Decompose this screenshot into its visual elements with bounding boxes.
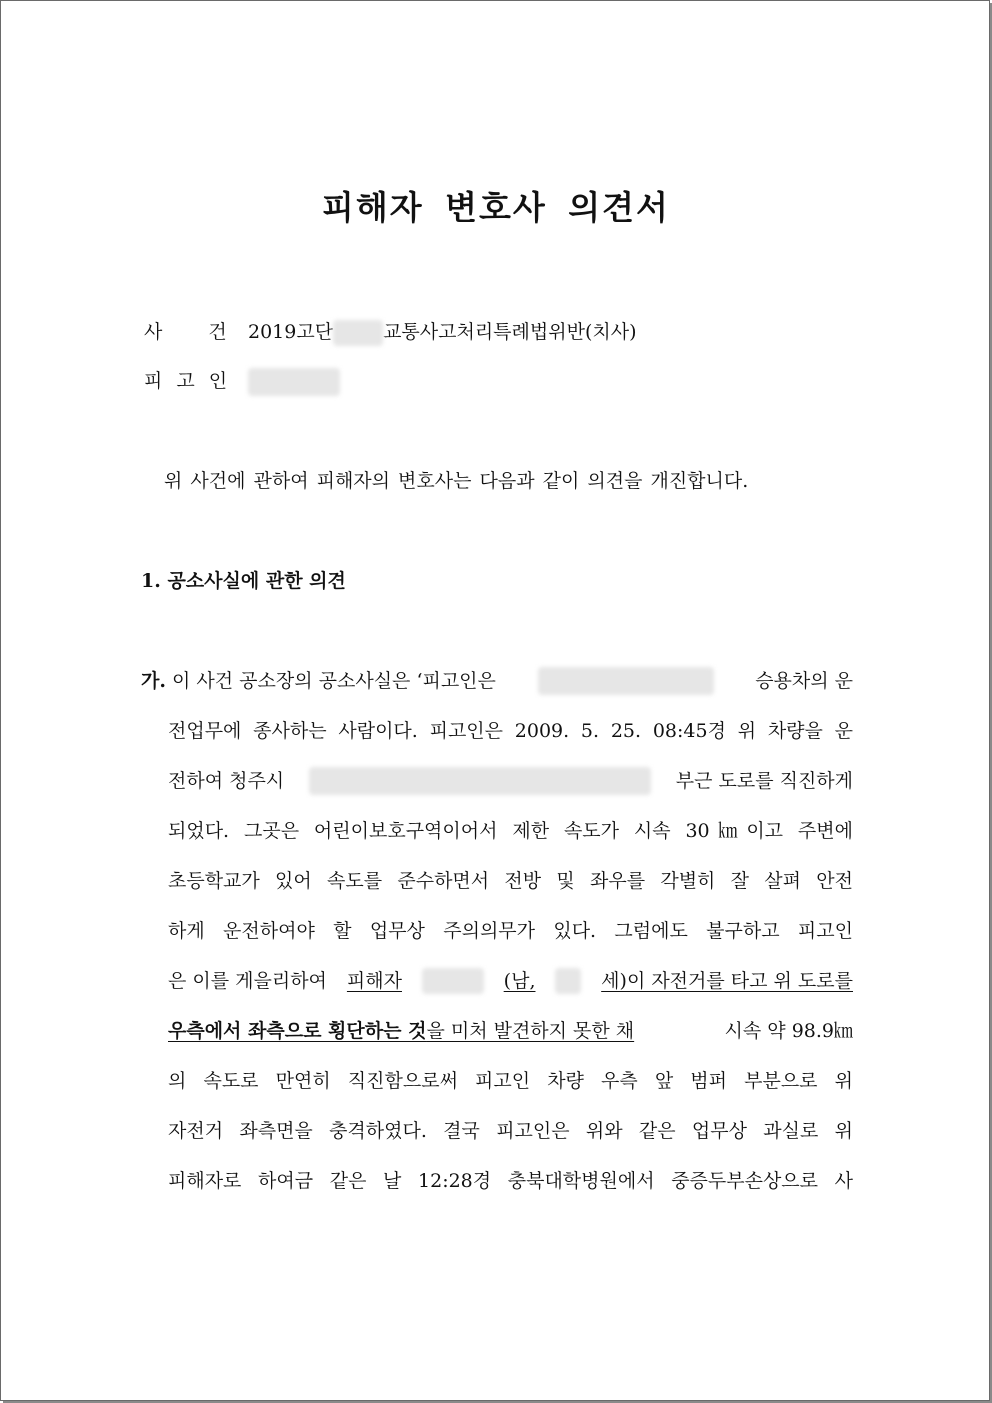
paragraph-text: 피해자: [346, 970, 402, 992]
paragraph-line: [168, 916, 853, 946]
paragraph-text: 전하여 청주시: [168, 770, 285, 792]
case-label-char: 건: [208, 321, 227, 343]
redacted-location: [309, 767, 651, 795]
paragraph-line: [168, 1166, 853, 1196]
redacted-vehicle-info: [538, 667, 714, 695]
defendant-label-char: 고: [176, 370, 195, 392]
paragraph-line: [168, 1066, 853, 1096]
intro-text: 위 사건에 관하여 피해자의 변호사는 다음과 같이 의견을 개진합니다.: [164, 470, 749, 492]
paragraph-text: 시속 약 98.9㎞: [724, 1020, 853, 1042]
case-name: 교통사고처리특례법위반(치사): [383, 321, 637, 343]
paragraph-text: 피해자로 하여금 같은 날 12:28경 충북대학병원에서 중증두부손상으로 사: [168, 1170, 853, 1192]
paragraph-text: 의 속도로 만연히 직진함으로써 피고인 차량 우측 앞 범퍼 부분으로 위: [168, 1070, 853, 1092]
paragraph-line: [168, 1116, 853, 1146]
redacted-defendant-name: [248, 368, 340, 396]
paragraph-line: [168, 1016, 853, 1046]
defendant-label-char: 인: [208, 370, 228, 392]
paragraph-line: [168, 966, 853, 996]
paragraph-line: [168, 816, 853, 846]
paragraph-line: [168, 866, 853, 896]
section-heading: 1. 공소사실에 관한 의견: [141, 570, 346, 592]
document-title: 피해자 변호사 의견서: [322, 188, 670, 227]
redacted-case-number: [333, 320, 383, 346]
case-number-prefix: 2019고단: [248, 321, 334, 343]
defendant-row: [144, 366, 340, 396]
case-label: [144, 317, 248, 347]
paragraph-text: 부근 도로를 직진하게: [675, 770, 853, 792]
paragraph-text: 세)이 자전거를 타고 위 도로를: [601, 970, 853, 992]
paragraph-text: 되었다. 그곳은 어린이보호구역이어서 제한 속도가 시속 30㎞이고 주변에: [168, 820, 853, 842]
paragraph-text: 초등학교가 있어 속도를 준수하면서 전방 및 좌우를 각별히 잘 살펴 안전: [168, 870, 853, 892]
paragraph-line: [168, 716, 853, 746]
underlined-text: 을 미처 발견하지 못한 채: [426, 1020, 635, 1042]
paragraph-line-start: [141, 666, 496, 696]
paragraph-line: [141, 666, 853, 696]
bold-underlined-text: 우측에서 좌측으로 횡단하는 것: [168, 1020, 427, 1042]
defendant-label-char: 피: [144, 370, 163, 392]
defendant-label: [144, 366, 248, 396]
paragraph-text: 하게 운전하여야 할 업무상 주의의무가 있다. 그럼에도 불구하고 피고인: [168, 920, 853, 942]
case-label-char: 사: [144, 321, 163, 343]
paragraph-text: 은 이를 게을리하여: [168, 970, 327, 992]
paragraph-text: (남,: [503, 970, 536, 992]
underlined-victim-text: [347, 966, 853, 996]
redacted-victim-age: [555, 968, 581, 994]
paragraph-text: 승용차의 운: [755, 670, 853, 692]
paragraph-text: 이 사건 공소장의 공소사실은 ‘피고인은: [172, 670, 496, 692]
redacted-victim-name: [422, 968, 484, 994]
paragraph-text: 전업무에 종사하는 사람이다. 피고인은 2009. 5. 25. 08:45경 위 차량을 운: [168, 720, 853, 742]
paragraph-line: [168, 766, 853, 796]
case-row: [144, 317, 637, 347]
paragraph-marker: 가.: [141, 670, 166, 692]
paragraph-text: 자전거 좌측면을 충격하였다. 결국 피고인은 위와 같은 업무상 과실로 위: [168, 1120, 853, 1142]
